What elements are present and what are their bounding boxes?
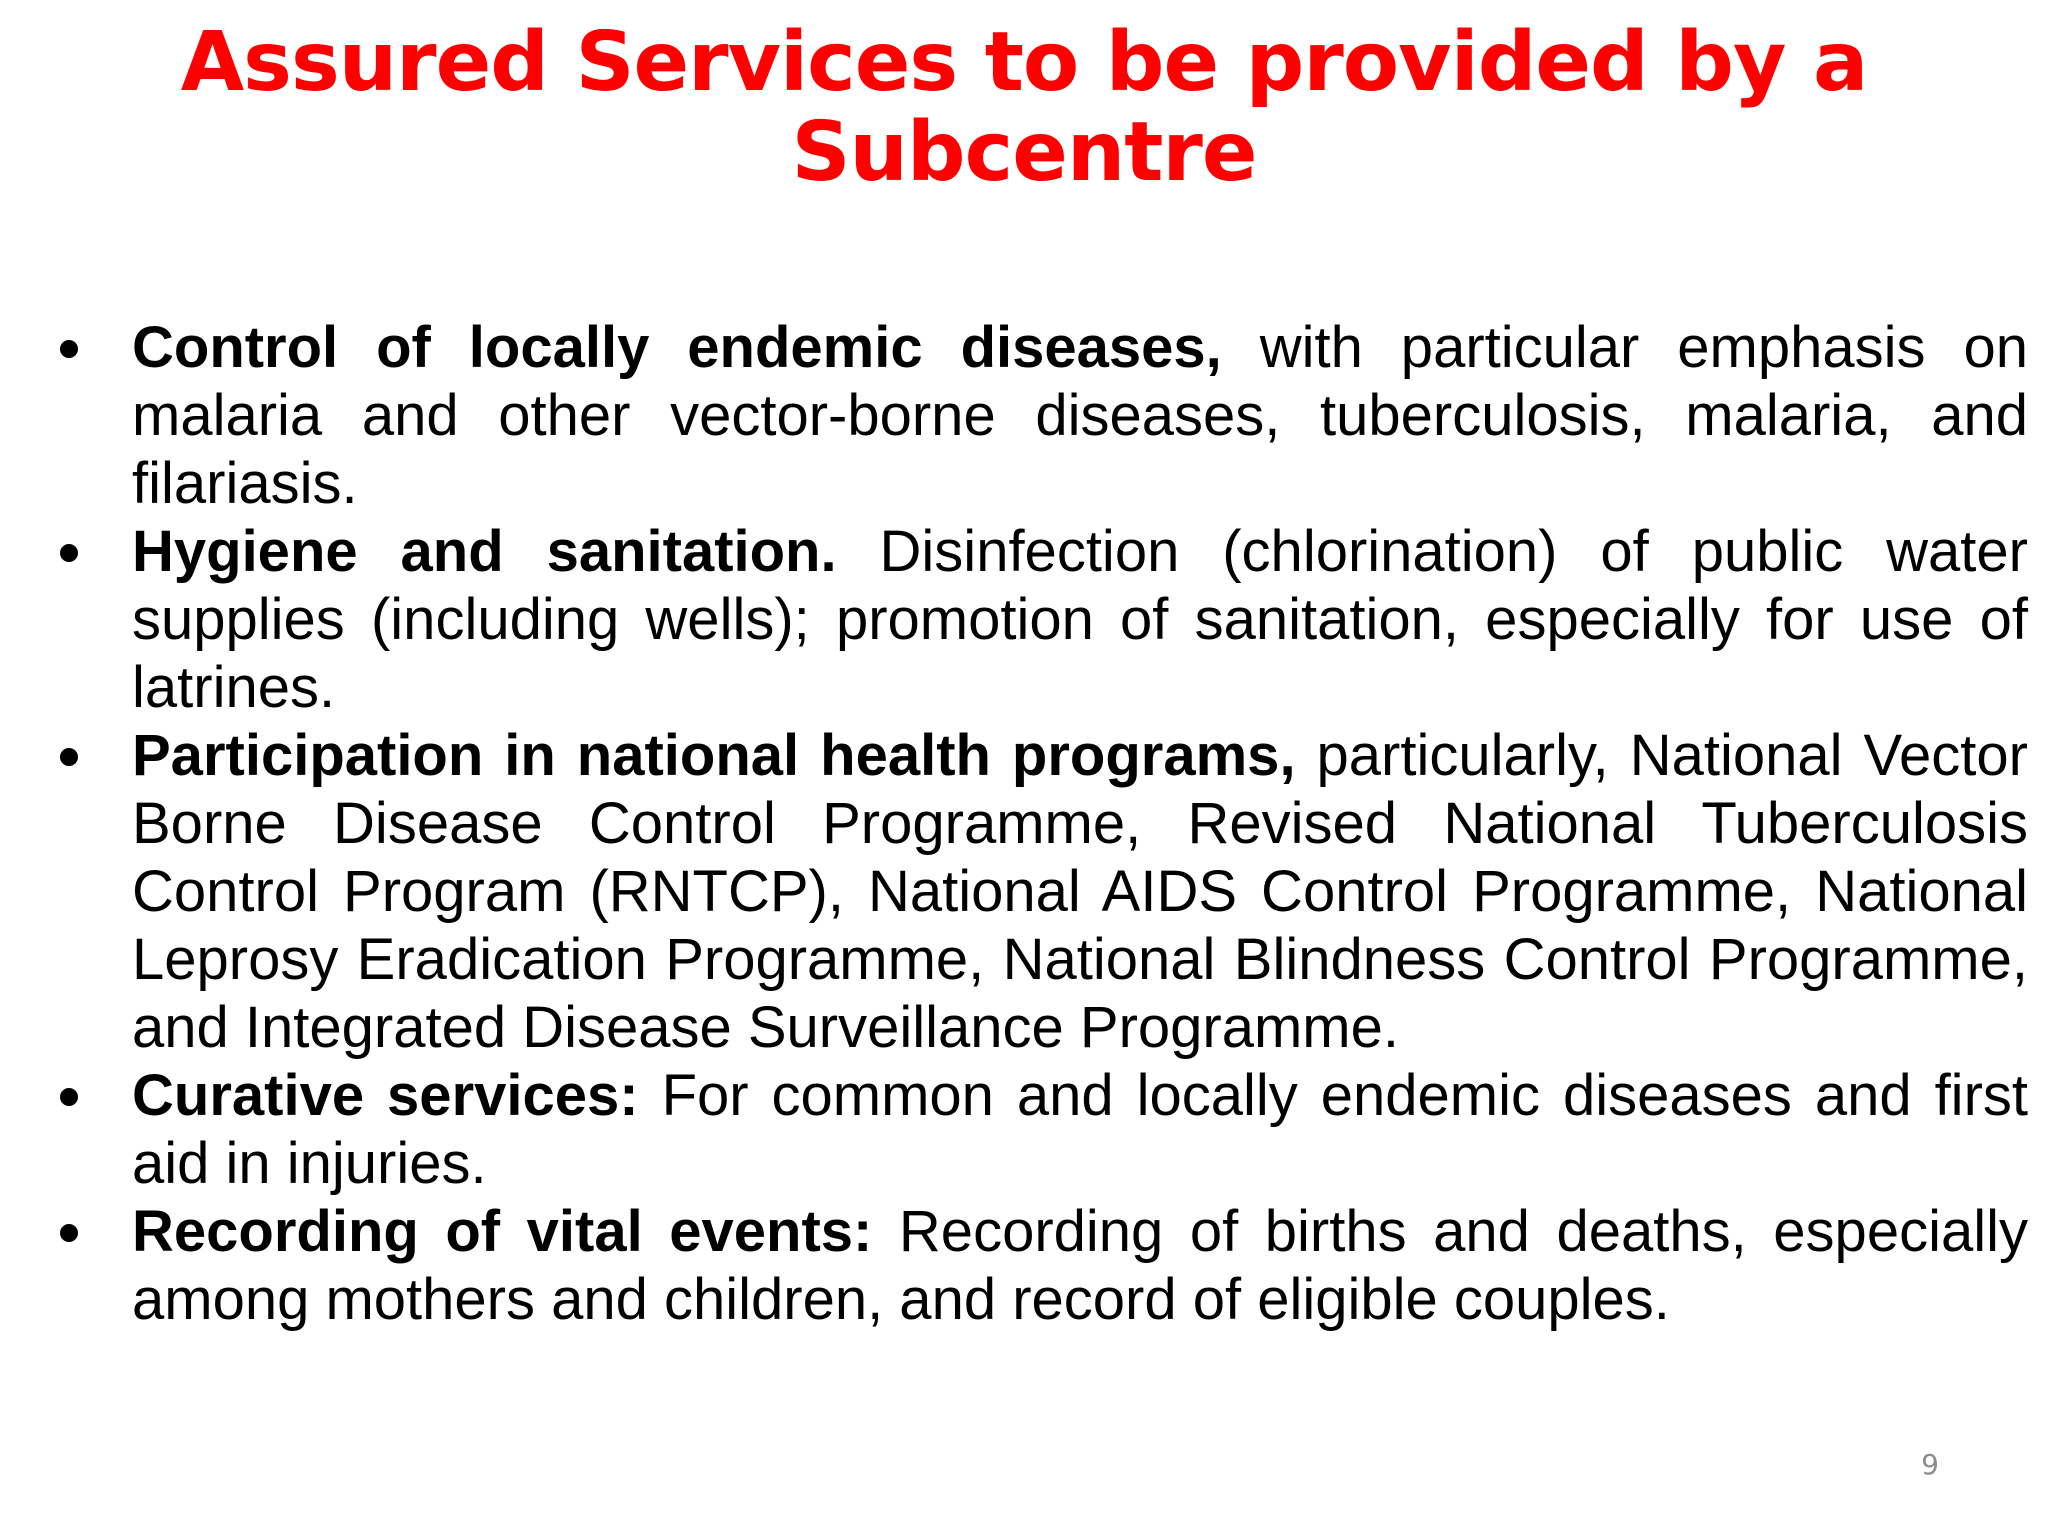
bullet-list <box>52 314 2028 1334</box>
item-text: particularly, National Vector Borne Disease Control Programme, Revised National Tuberculosis Control Program (RNTCP), National AIDS Control Programme, National Leprosy Eradication Programme, National Blindness Control Programme, and Integrated Disease Surveillance Programme. <box>132 723 2028 1060</box>
page-number: 9 <box>1921 1448 1939 1481</box>
list-item <box>52 314 2028 518</box>
list-item <box>52 1198 2028 1334</box>
item-text: Disinfection (chlorination) of public water supplies (including wells); promotion of sanitation, especially for use of latrines. <box>132 519 2028 720</box>
slide-title: Assured Services to be provided by a Subcentre <box>180 15 1868 200</box>
bullet-icon <box>60 1088 78 1106</box>
bullet-icon <box>60 544 78 562</box>
list-item <box>52 518 2028 722</box>
item-text: For common and locally endemic diseases and first aid in injuries. <box>132 1063 2028 1196</box>
list-item <box>52 722 2028 1062</box>
bullet-icon <box>60 340 78 358</box>
list-item <box>52 1062 2028 1198</box>
item-text: with particular emphasis on malaria and other vector-borne diseases, tuberculosis, malaria, and filariasis. <box>132 315 2028 516</box>
item-term: Hygiene and sanitation. <box>132 519 880 584</box>
item-term: Curative services: <box>132 1063 662 1128</box>
bullet-icon <box>60 748 78 766</box>
item-text: Recording of births and deaths, especially among mothers and children, and record of eligible couples. <box>132 1199 2028 1332</box>
item-term: Participation in national health programs, <box>132 723 1317 788</box>
item-term: Control of locally endemic diseases, <box>132 315 1260 380</box>
item-term: Recording of vital events: <box>132 1199 899 1264</box>
bullet-icon <box>60 1224 78 1242</box>
